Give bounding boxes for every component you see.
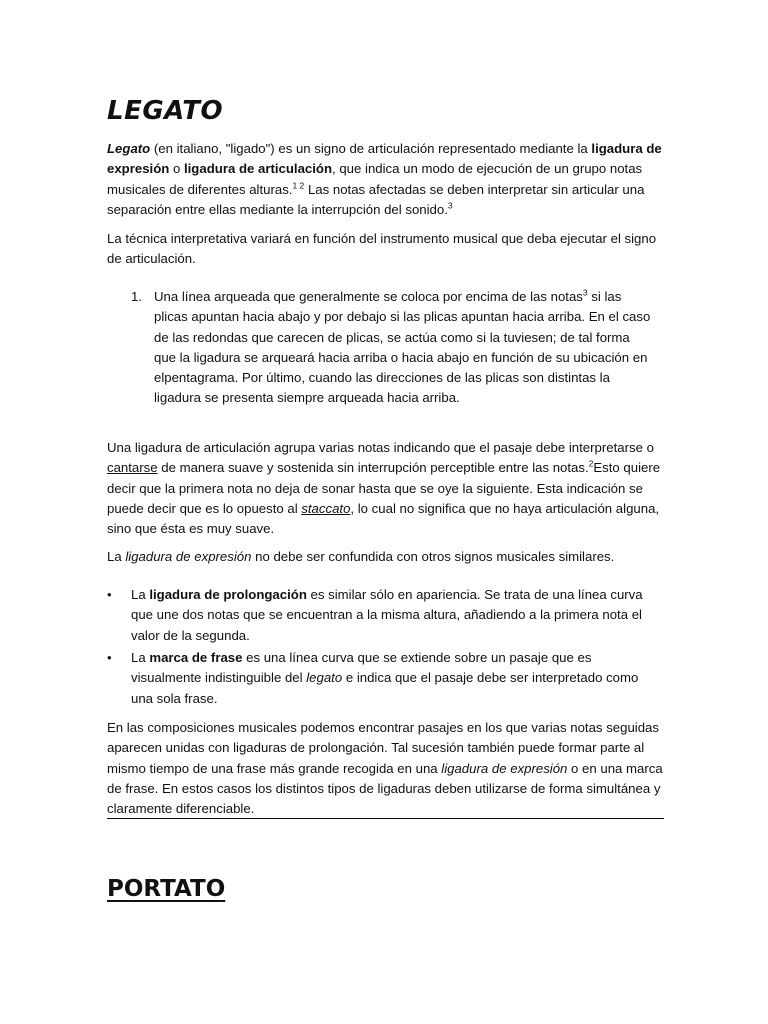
bullet-text [131,585,655,646]
articulation-text-4: , lo cual no significa que no haya articulación alguna, sino que ésta es muy suave. [107,500,660,537]
bullet-text [131,648,655,709]
list-number: 1. [131,289,142,304]
term-legato: Legato [107,141,151,156]
bullet-icon: • [107,587,112,602]
numbered-list-item [131,287,651,409]
page-title: LEGATO [107,96,224,126]
articulation-paragraph [107,438,667,539]
term-ligadura-expresion-italic: ligadura de expresión [125,549,252,564]
term-ligadura-expresion: ligadura de expresión [107,141,662,177]
intro-text-4: Las notas afectadas se deben interpretar sin articular una separación entre ellas mediante la interrupción del sonido. [107,181,645,217]
intro-text-2: o [169,161,184,177]
confusion-paragraph [107,547,667,567]
term-ligadura-expresion-italic-2: ligadura de expresión [441,760,568,776]
compositions-text-1: En las composiciones musicales podemos encontrar pasajes en los que varias notas seguidas aparecen unidas con ligaduras de prolongación. Tal sucesión también puede formar parte al mismo tiempo de una frase más grande recogida en una [107,720,659,776]
list-reference-3[interactable]: 3 [582,287,588,298]
term-legato-italic: legato [306,670,343,686]
list-item-text [154,287,651,409]
bullet-2-text-2: es una línea curva que se extiende sobre un pasaje que es visualmente indistinguible del [131,650,592,686]
bullet-2-text-1: La [131,650,150,665]
link-cantarse[interactable]: cantarse [107,460,158,476]
reference-3[interactable]: 3 [447,200,453,211]
bullet-item-marca-frase [107,648,655,709]
confusion-text-2: no debe ser confundida con otros signos musicales similares. [251,549,615,564]
articulation-text-3: Esto quiere decir que la primera nota no deja de sonar hasta que se oye la siguiente. Esta indicación se puede decir que es lo opuesto al [107,460,661,516]
bullet-1-text-1: La [131,587,150,602]
term-ligadura-articulacion: ligadura de articulación [183,161,333,177]
section-divider [107,818,664,819]
reference-1-2[interactable]: 1 2 [292,180,305,191]
reference-2[interactable]: 2 [588,458,594,469]
confusion-text-1: La [107,549,126,564]
section-heading-portato: PORTATO [107,876,226,902]
bullet-icon: • [107,650,112,665]
bullet-2-text-3: e indica que el pasaje debe ser interpretado como una sola frase. [131,670,639,706]
bullet-1-text-2: es similar sólo en apariencia. Se trata de una línea curva que une dos notas que se encuentran a la misma altura, añadiendo a la primera nota el valor de la segunda. [131,587,643,643]
link-staccato[interactable]: staccato [301,500,351,516]
list-text-2: si las plicas apuntan hacia abajo y por debajo si las plicas apuntan hacia arriba. En el caso de las redondas que carecen de plicas, se actúa como si la tuviesen; de tal forma que la ligadura se arqueará hacia arriba o hacia abajo en función de su ubicación en elpentagrama. Por último, cuando las direcciones de las plicas son distintas la ligadura se presenta siempre arqueada hacia arriba. [154,289,651,406]
articulation-text-1: Una ligadura de articulación agrupa varias notas indicando que el pasaje debe interpretarse o [107,440,654,455]
bullet-item-prolongacion [107,585,655,646]
intro-text-3: , que indica un modo de ejecución de un grupo notas musicales de diferentes alturas. [107,161,643,197]
list-text-1: Una línea arqueada que generalmente se coloca por encima de las notas [154,289,583,304]
compositions-text-2: o en una marca de frase. En estos casos los distintos tipos de ligaduras deben utilizarse de forma simultánea y claramente diferenciable. [107,760,663,817]
intro-text-1: (en italiano, "ligado") es un signo de articulación representado mediante la [150,141,592,156]
compositions-paragraph [107,718,667,819]
term-ligadura-prolongacion: ligadura de prolongación [149,587,307,602]
term-marca-frase: marca de frase [149,650,243,665]
technique-paragraph: La técnica interpretativa variará en función del instrumento musical que deba ejecutar el signo de articulación. [107,231,657,267]
intro-paragraph [107,139,667,220]
articulation-text-2: de manera suave y sostenida sin interrupción perceptible entre las notas. [157,460,589,476]
